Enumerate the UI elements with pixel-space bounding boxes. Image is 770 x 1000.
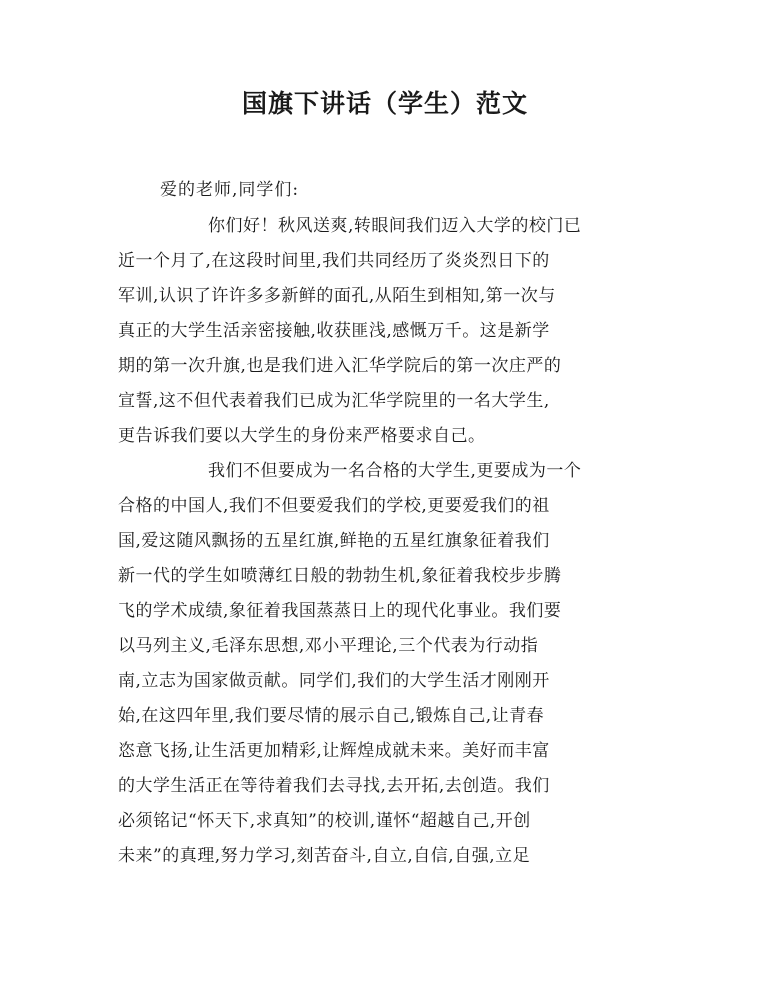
paragraph-line: 的大学生活正在等待着我们去寻找,去开拓,去创造。我们 bbox=[118, 776, 550, 796]
paragraph-line: 以马列主义,毛泽东思想,邓小平理论,三个代表为行动指 bbox=[118, 636, 539, 656]
paragraph-line: 近一个月了,在这段时间里,我们共同经历了炎炎烈日下的 bbox=[118, 251, 550, 271]
paragraph-line: 真正的大学生活亲密接触,收获匪浅,感慨万千。这是新学 bbox=[118, 321, 550, 341]
paragraph-line: 更告诉我们要以大学生的身份来严格要求自己。 bbox=[118, 426, 486, 446]
paragraph-line: 合格的中国人,我们不但要爱我们的学校,更要爱我们的祖 bbox=[118, 496, 550, 516]
paragraph-line: 你们好！秋风送爽,转眼间我们迈入大学的校门已 bbox=[208, 216, 582, 236]
paragraph-line: 必须铭记“怀天下,求真知”的校训,谨怀“超越自己,开创 bbox=[118, 811, 531, 831]
paragraph-line: 新一代的学生如喷薄红日般的勃勃生机,象征着我校步步腾 bbox=[118, 566, 562, 586]
paragraph-line: 未来”的真理,努力学习,刻苦奋斗,自立,自信,自强,立足 bbox=[118, 846, 531, 866]
greeting-line: 爱的老师,同学们: bbox=[160, 180, 300, 200]
paragraph-line: 始,在这四年里,我们要尽情的展示自己,锻炼自己,让青春 bbox=[118, 706, 545, 726]
paragraph-line: 飞的学术成绩,象征着我国蒸蒸日上的现代化事业。我们要 bbox=[118, 601, 562, 621]
paragraph-line: 军训,认识了许许多多新鲜的面孔,从陌生到相知,第一次与 bbox=[118, 286, 556, 306]
paragraph-line: 期的第一次升旗,也是我们进入汇华学院后的第一次庄严的 bbox=[118, 356, 562, 376]
paragraph-line: 宣誓,这不但代表着我们已成为汇华学院里的一名大学生, bbox=[118, 391, 550, 411]
document-body bbox=[118, 209, 658, 874]
paragraph-line: 我们不但要成为一名合格的大学生,更要成为一个 bbox=[208, 461, 582, 481]
paragraph-line: 南,立志为国家做贡献。同学们,我们的大学生活才刚刚开 bbox=[118, 671, 550, 691]
page-title: 国旗下讲话（学生）范文 bbox=[241, 89, 528, 118]
paragraph-line: 恣意飞扬,让生活更加精彩,让辉煌成就未来。美好而丰富 bbox=[118, 741, 550, 761]
paragraph-line: 国,爱这随风飘扬的五星红旗,鲜艳的五星红旗象征着我们 bbox=[118, 531, 550, 551]
